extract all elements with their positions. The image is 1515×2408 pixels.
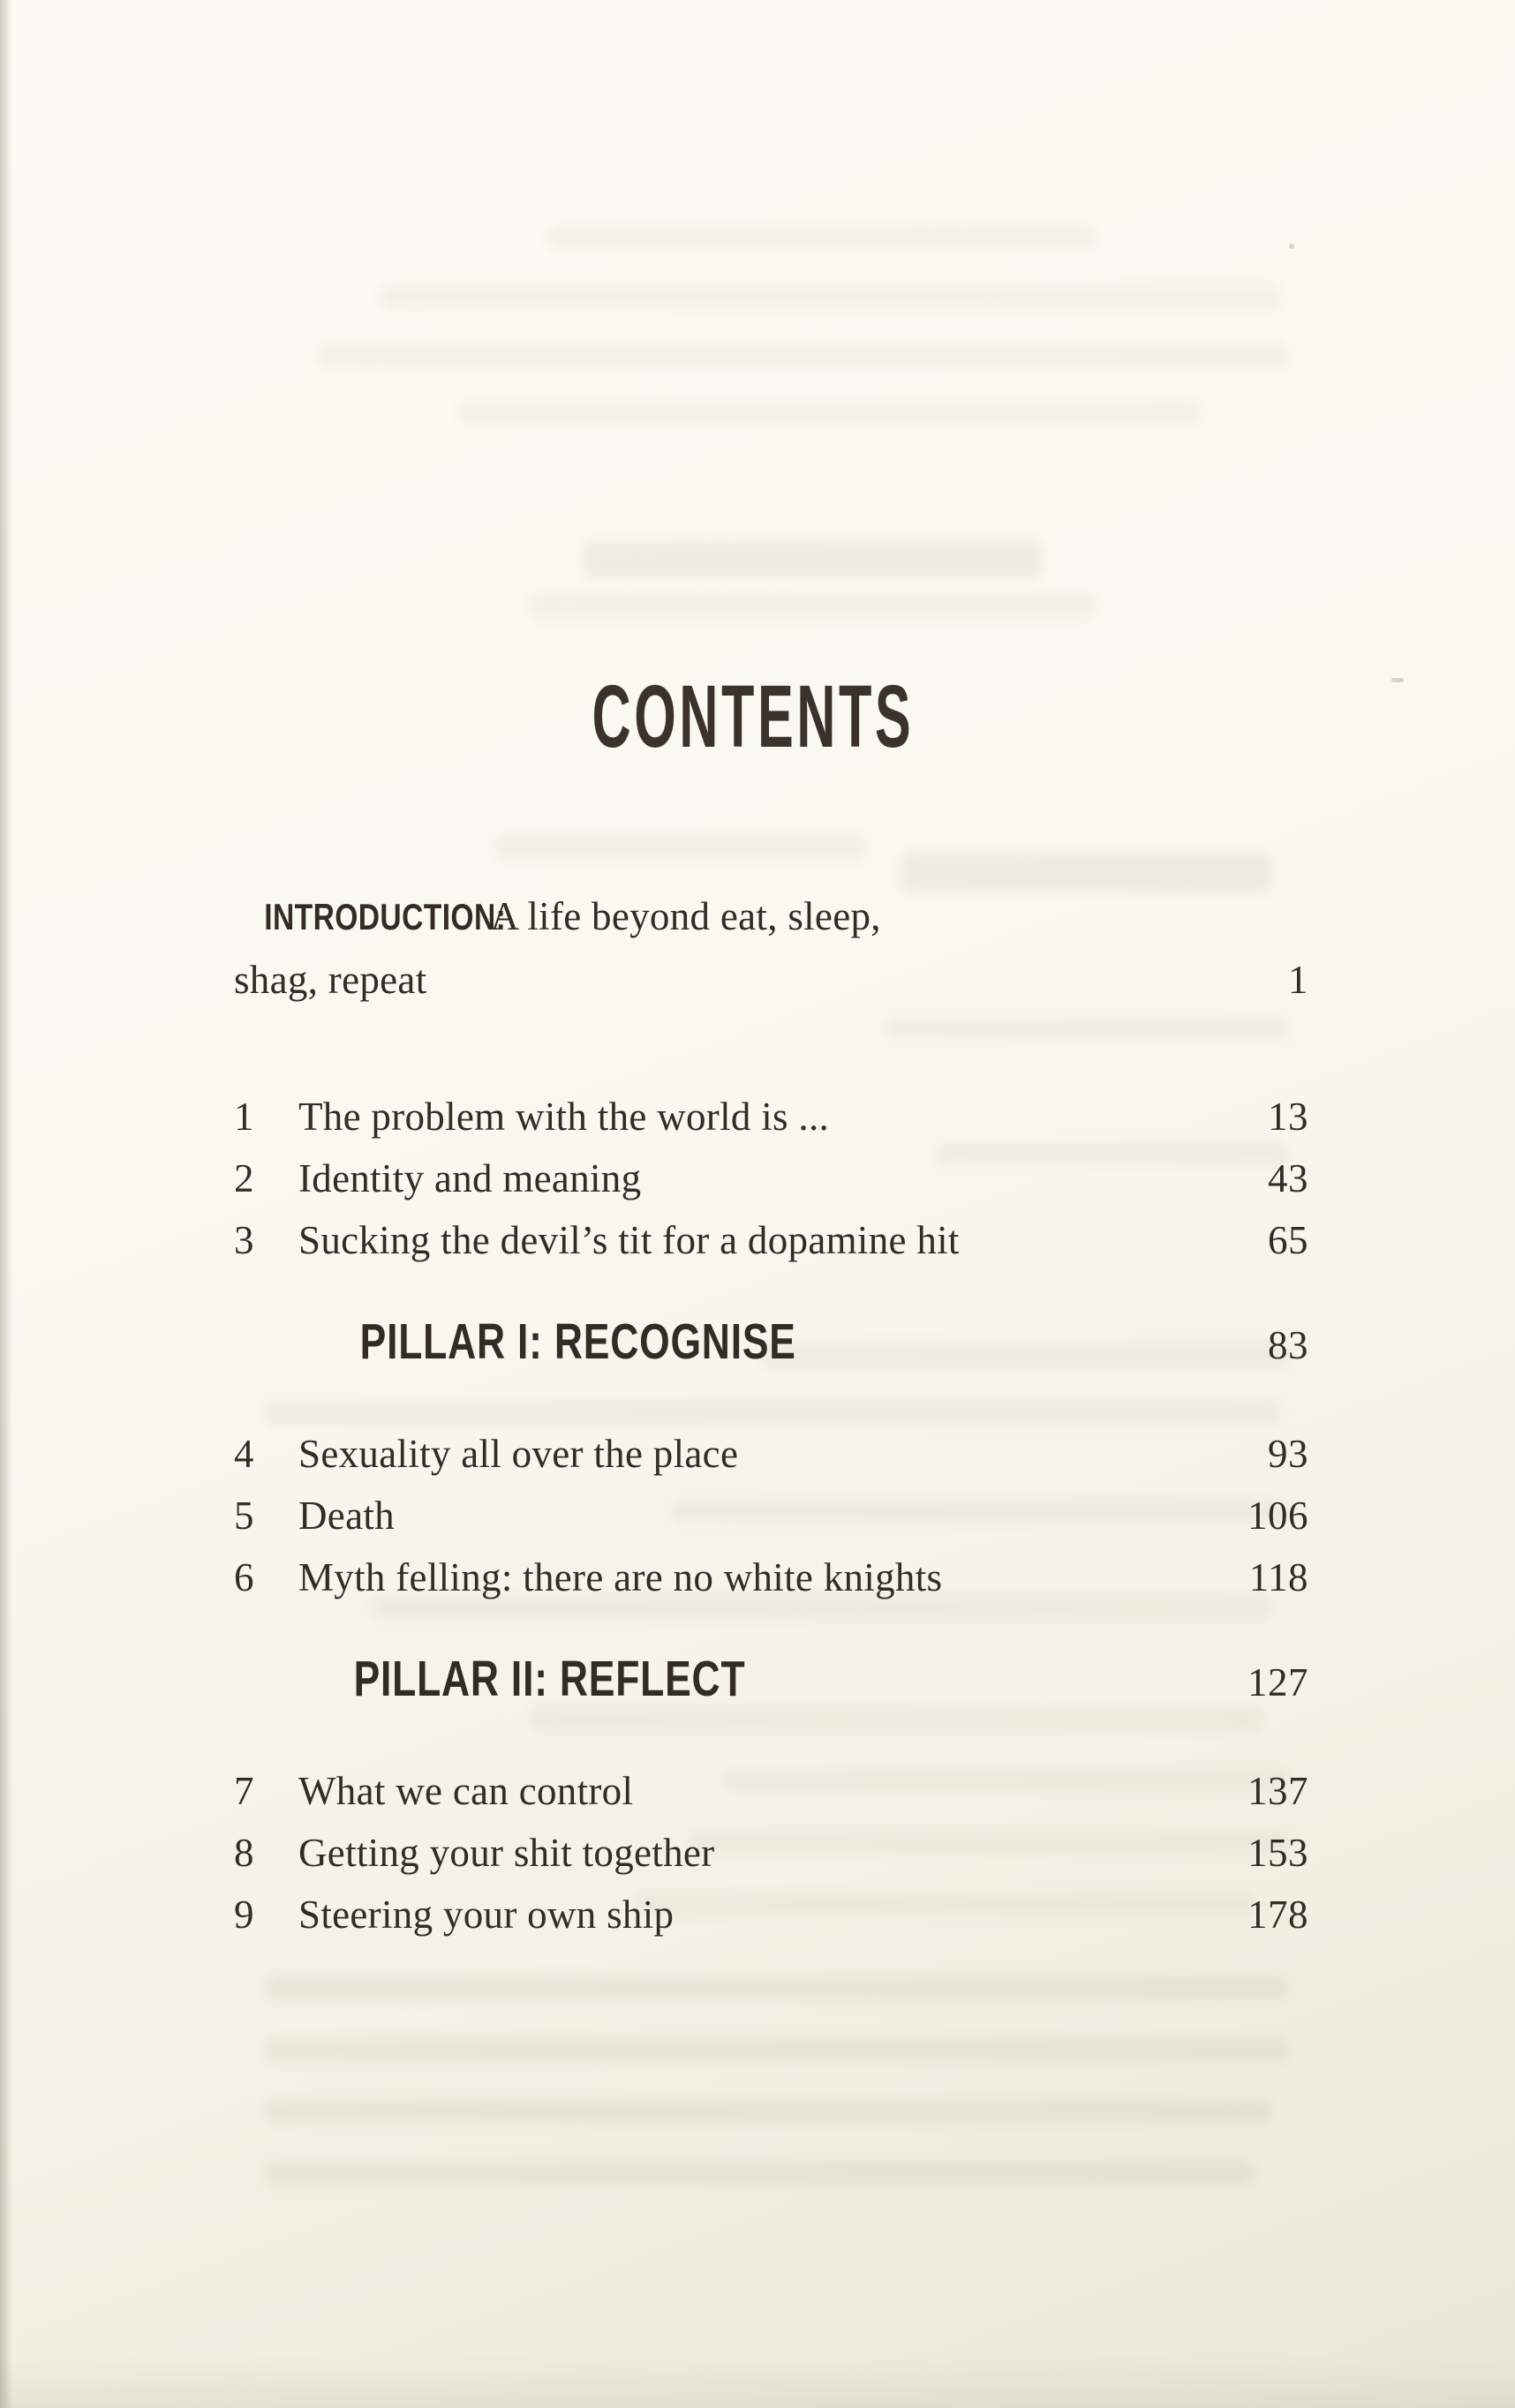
- chapter-title: Sucking the devil’s tit for a dopamine hit: [298, 1218, 960, 1262]
- chapter-title: Myth felling: there are no white knights: [298, 1555, 943, 1599]
- bleed-through-line: [583, 540, 1042, 579]
- chapter-page-number: 137: [1247, 1769, 1308, 1813]
- chapter-title: Getting your shit together: [298, 1831, 715, 1875]
- section-page-number: 127: [1247, 1660, 1308, 1704]
- chapter-page-number: 178: [1247, 1893, 1308, 1937]
- page-bottom-edge-shadow: [0, 2355, 1515, 2408]
- section-page-number: 83: [1268, 1323, 1308, 1367]
- bleed-through-line: [380, 284, 1280, 309]
- intro-page-number: 1: [1288, 958, 1308, 1002]
- bleed-through-line: [494, 834, 865, 861]
- paper-speck: [1289, 244, 1294, 249]
- chapter-number: 8: [234, 1831, 254, 1875]
- toc-section-heading-row: [234, 1648, 1308, 1710]
- chapter-number: 3: [234, 1218, 254, 1262]
- bleed-through-line: [530, 593, 1095, 620]
- toc-chapter-row: [234, 1209, 1308, 1271]
- toc-entries: [234, 1086, 1308, 1945]
- chapter-number: 5: [234, 1494, 254, 1538]
- section-heading-title: PILLAR II: REFLECT: [353, 1651, 746, 1707]
- section-heading-title: PILLAR I: RECOGNISE: [359, 1313, 796, 1370]
- toc-chapter-row: [234, 1485, 1308, 1546]
- bleed-through-line: [265, 1975, 1289, 2000]
- intro-line-2: [234, 948, 1308, 1012]
- chapter-page-number: 13: [1268, 1095, 1308, 1139]
- chapter-page-number: 118: [1248, 1555, 1308, 1599]
- bleed-through-line: [318, 342, 1289, 367]
- chapter-title: Sexuality all over the place: [298, 1432, 739, 1476]
- chapter-page-number: 153: [1247, 1831, 1308, 1875]
- toc-chapter-row: [234, 1423, 1308, 1485]
- contents-title-text: CONTENTS: [592, 667, 915, 766]
- bleed-through-line: [547, 225, 1095, 248]
- chapter-number: 4: [234, 1432, 254, 1476]
- chapter-title: Steering your own ship: [298, 1893, 675, 1937]
- toc-chapter-row: [234, 1884, 1308, 1945]
- toc-chapter-row: [234, 1822, 1308, 1884]
- table-of-contents: [234, 884, 1308, 1945]
- bleed-through-line: [459, 402, 1201, 425]
- chapter-page-number: 93: [1268, 1432, 1308, 1476]
- intro-title-line2: shag, repeat: [234, 958, 427, 1002]
- bleed-through-line: [265, 2037, 1289, 2062]
- intro-title-line1: A life beyond eat, sleep,: [490, 894, 881, 938]
- toc-intro-entry: [234, 884, 1308, 1012]
- chapter-page-number: 43: [1268, 1156, 1308, 1200]
- intro-line-1: [234, 884, 1308, 948]
- chapter-title: Death: [298, 1494, 395, 1538]
- chapter-page-number: 106: [1247, 1494, 1308, 1538]
- bleed-through-line: [265, 2099, 1271, 2124]
- toc-chapter-row: [234, 1546, 1308, 1608]
- chapter-title: What we can control: [298, 1769, 634, 1813]
- chapter-number: 6: [234, 1555, 254, 1599]
- toc-chapter-row: [234, 1086, 1308, 1148]
- chapter-title: The problem with the world is ...: [298, 1095, 830, 1139]
- chapter-page-number: 65: [1268, 1218, 1308, 1262]
- chapter-number: 1: [234, 1095, 254, 1139]
- intro-label: INTRODUCTION:: [264, 896, 507, 937]
- chapter-number: 2: [234, 1156, 254, 1200]
- page-left-edge-shadow: [0, 0, 12, 2408]
- chapter-number: 7: [234, 1769, 254, 1813]
- toc-chapter-row: [234, 1760, 1308, 1822]
- bleed-through-line: [265, 2161, 1254, 2186]
- chapter-number: 9: [234, 1893, 254, 1937]
- chapter-title: Identity and meaning: [298, 1156, 642, 1200]
- toc-section-heading-row: [234, 1311, 1308, 1373]
- contents-title: [0, 668, 1506, 766]
- toc-chapter-row: [234, 1148, 1308, 1209]
